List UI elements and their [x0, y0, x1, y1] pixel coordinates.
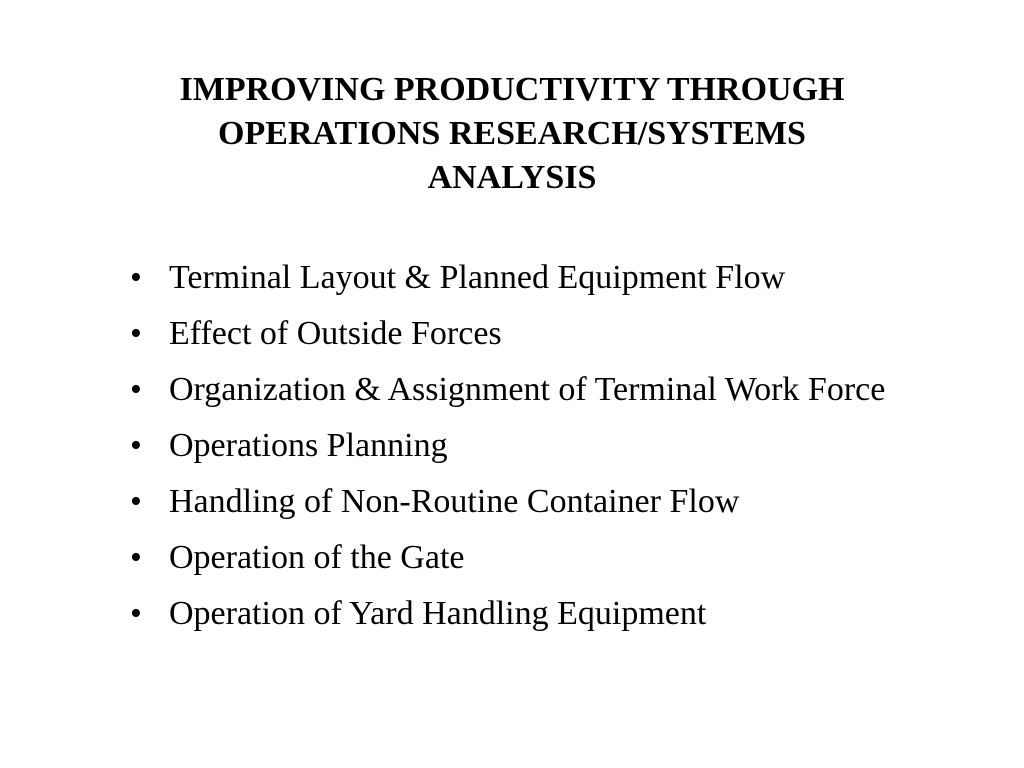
slide-title-line: IMPROVING PRODUCTIVITY THROUGH	[179, 71, 845, 108]
bullet-text: Operations Planning	[169, 427, 448, 464]
bullet-list	[126, 254, 946, 646]
slide-title	[80, 68, 944, 200]
bullet-item	[126, 534, 946, 582]
bullet-icon: •	[130, 595, 142, 632]
bullet-text: Handling of Non-Routine Container Flow	[169, 483, 740, 520]
bullet-icon: •	[130, 315, 142, 352]
bullet-icon: •	[130, 483, 142, 520]
bullet-icon: •	[130, 427, 142, 464]
slide-title-line: OPERATIONS RESEARCH/SYSTEMS	[218, 115, 806, 152]
bullet-icon: •	[130, 259, 142, 296]
slide-title-line: ANALYSIS	[427, 159, 597, 196]
bullet-icon: •	[130, 371, 142, 408]
bullet-text: Organization & Assignment of Terminal Work Force	[169, 371, 886, 408]
bullet-text: Effect of Outside Forces	[169, 315, 502, 352]
bullet-item	[126, 590, 946, 638]
bullet-item	[126, 478, 946, 526]
bullet-text: Operation of the Gate	[169, 539, 465, 576]
bullet-item	[126, 422, 946, 470]
bullet-item	[126, 366, 946, 414]
bullet-icon: •	[130, 539, 142, 576]
bullet-text: Terminal Layout & Planned Equipment Flow	[169, 259, 786, 296]
bullet-item	[126, 310, 946, 358]
bullet-item	[126, 254, 946, 302]
bullet-text: Operation of Yard Handling Equipment	[169, 595, 707, 632]
